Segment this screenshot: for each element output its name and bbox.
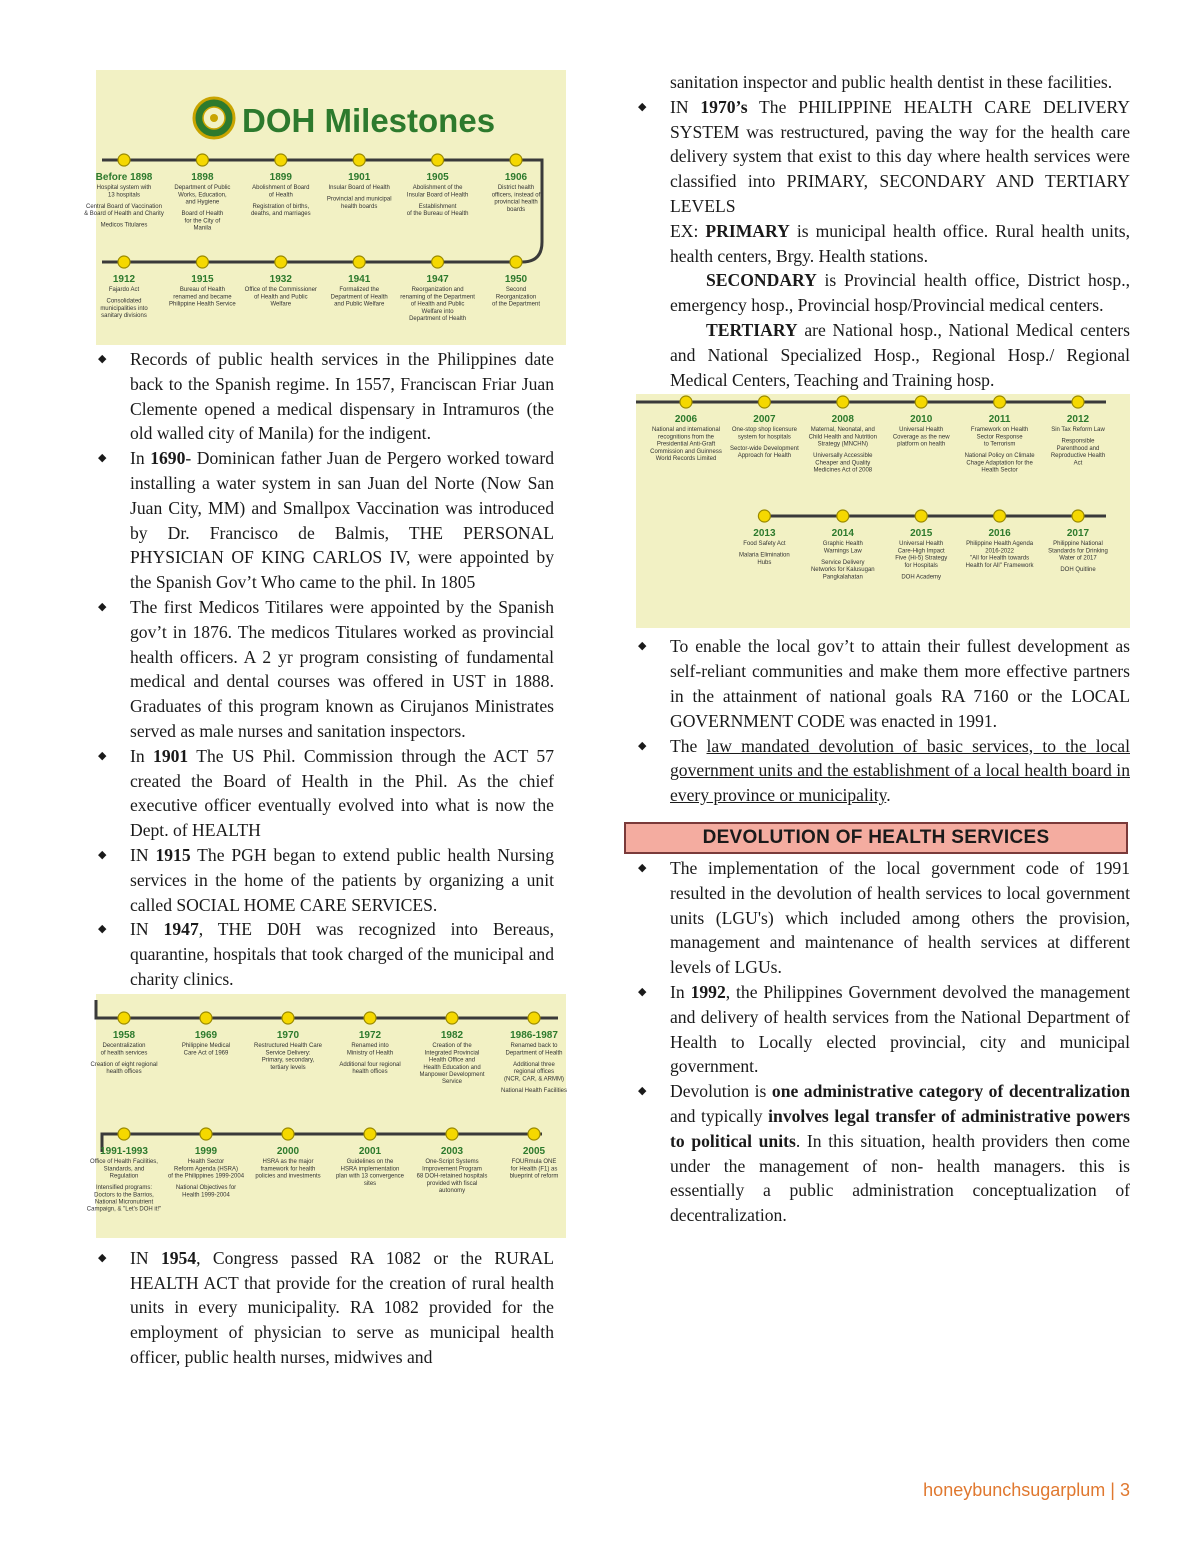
timeline-year: 1950: [504, 274, 528, 285]
timeline-node: [680, 396, 692, 408]
timeline-event-text: Welfare: [270, 301, 292, 308]
timeline-event-text: plan with 13 convergence: [335, 1173, 405, 1180]
timeline-event-text: Care-High Impact: [897, 548, 945, 555]
timeline-event-text: 13 hospitals: [107, 192, 141, 199]
underlined-text: law mandated devolution of basic services, to the local government units and the establishment of a local health board in every province or municipality: [670, 735, 1130, 806]
timeline-year: 1958: [112, 1029, 136, 1041]
timeline-year: 2014: [831, 528, 854, 540]
left-column: [84, 70, 568, 1370]
timeline-event-text: Chage Adaptation for the: [966, 460, 1033, 467]
doh-milestones-timeline-2: [86, 994, 568, 1238]
timeline-event-text: Consolidated: [106, 298, 142, 305]
timeline-year: 2006: [674, 414, 698, 426]
timeline-year: 2010: [910, 414, 933, 426]
bullet-text: and typically: [670, 1105, 769, 1126]
timeline-event-text: Approach for Health: [737, 453, 792, 460]
timeline-year: 1986-1987: [510, 1029, 558, 1041]
timeline-event-text: Health Education and: [423, 1064, 481, 1071]
timeline-year: 2001: [358, 1145, 382, 1157]
timeline-event-text: blueprint of reform: [509, 1173, 559, 1180]
bullet-law-mandated: [636, 734, 1130, 808]
timeline-event-text: Integrated Provincial: [424, 1050, 480, 1057]
timeline-event-text: Board of Health: [181, 211, 224, 218]
paragraph-text: is Provincial health office, District hosp., emergency hosp., Provincial hosp/Provincial medical centers.: [670, 270, 1130, 316]
timeline-year: 2008: [831, 414, 854, 426]
timeline-event-text: Graphic Health: [822, 541, 863, 548]
timeline-event-text: provincial health: [494, 199, 538, 206]
timeline-event-text: Pangkalahatan: [822, 574, 863, 581]
timeline-event-text: Bureau of Health: [179, 287, 225, 294]
timeline-node: [118, 154, 130, 166]
bullet-text: , THE D0H was recognized into Bereaus, quarantine, hospitals that took charged of the municipal and charity clinics.: [130, 919, 555, 989]
timeline-event-text: 68 DOH-retained hospitals: [416, 1173, 488, 1180]
paragraph-text: EX:: [670, 220, 706, 241]
timeline-event-text: of Health and Public: [410, 301, 465, 308]
timeline-event-text: Reform Agenda (HSRA): [173, 1166, 239, 1173]
timeline-event-text: Framework on Health: [970, 427, 1029, 434]
timeline-event-text: autonomy: [438, 1187, 466, 1194]
timeline-event-text: 2016-2022: [985, 548, 1014, 555]
timeline-year: 2016: [988, 528, 1011, 540]
timeline-event-text: framework for health: [260, 1166, 316, 1173]
bullet-year: 1970’s: [700, 96, 748, 117]
timeline-event-text: Reorganization: [495, 294, 537, 301]
timeline-event-text: Care Act of 1969: [183, 1050, 229, 1057]
timeline-event-text: Strategy (MNCHN): [817, 441, 868, 448]
timeline-event-text: District health: [497, 185, 535, 192]
timeline-event-text: Medicines Act of 2008: [813, 467, 873, 474]
timeline-year: 2003: [440, 1145, 464, 1157]
bullet-text: In: [670, 981, 691, 1002]
timeline-event-text: Department of Public: [174, 185, 231, 192]
timeline-node: [282, 1128, 294, 1140]
timeline-year: 2013: [753, 528, 776, 540]
doh-milestones-timeline-1: [84, 70, 566, 345]
timeline-event-text: Universally Accessible: [813, 453, 873, 460]
timeline-event-text: Service: [441, 1078, 463, 1085]
timeline-event-text: to Terrorism: [983, 441, 1016, 448]
timeline-node: [196, 154, 208, 166]
timeline-event-text: DOH Quitline: [1060, 567, 1096, 574]
timeline-node: [1072, 510, 1084, 522]
timeline-event-text: health offices: [352, 1068, 388, 1075]
bullet-text: , Congress passed RA 1082 or the RURAL HEALTH ACT that provide for the creation of rural health units in every municipality. RA 1082 provided for the employment of physician to serve as municipal health officer, public health nurses, midwives and: [130, 1247, 555, 1367]
devolution-bullet-list: [636, 856, 1130, 1228]
left-bullet-list: [96, 347, 554, 992]
timeline-event-text: Water of 2017: [1059, 555, 1097, 562]
bullet-year: 1954: [160, 1247, 197, 1268]
timeline-node: [275, 154, 287, 166]
timeline-event-text: deaths, and marriages: [250, 211, 311, 218]
timeline-event-text: for the City of: [184, 218, 221, 225]
timeline-year: 1947: [426, 274, 449, 285]
timeline-event-text: Hubs: [757, 560, 772, 567]
bullet-year: 1690: [150, 448, 186, 469]
timeline-year: 1905: [426, 172, 449, 183]
right-bullet-list: [636, 95, 1130, 219]
timeline-event-text: Service Delivery:: [265, 1050, 311, 1057]
timeline-event-text: Guidelines on the: [346, 1158, 394, 1165]
timeline-event-text: platform on health: [897, 441, 946, 448]
timeline-year: 1969: [194, 1029, 218, 1041]
timeline-1-graphic: [84, 70, 566, 345]
bullet-text: In: [130, 745, 154, 766]
timeline-event-text: Universal Health: [899, 427, 944, 434]
timeline-node: [364, 1012, 376, 1024]
timeline-event-text: Decentralization: [102, 1042, 146, 1049]
bullet-devolution-definition: [636, 1079, 1130, 1228]
bullet-year: 1915: [155, 844, 191, 865]
timeline-event-text: Welfare into: [421, 308, 454, 315]
timeline-event-text: Provincial and municipal: [326, 196, 392, 203]
primary-example: [636, 219, 1130, 269]
timeline-event-text: FOURmula ONE: [511, 1158, 557, 1165]
bullet-text: The first Medicos Titilares were appointed by the Spanish gov’t in 1876. The medicos Titulares worked as provincial health officers. A 2 yr program consisting of fundamental medical and dental courses was offered in UST in 1888. Graduates of this program known as Cirujanos Ministrates served as male nurses and sanitation inspectors.: [130, 596, 554, 741]
bullet-text: . In this situation, health providers then come under the management of non- health managers. this is essentially a public administration conceptualization of decentralization.: [670, 1130, 1130, 1226]
bullet-text: To enable the local gov’t to attain their fullest development as self-reliant communities and make them more effective partners in the attainment of national goals RA 7160 or the LOCAL GOVERNMENT CODE was enacted in 1991.: [670, 636, 1130, 731]
paragraph-text: are National hosp., National Medical centers and National Specialized Hosp., Regional Hosp./ Regional Medical Centers, Teaching and Training hosp.: [670, 319, 1130, 390]
timeline-event-text: and Hygiene: [185, 199, 220, 206]
timeline-node: [118, 256, 130, 268]
bullet-text: is: [754, 1081, 767, 1102]
timeline-year: 1898: [191, 172, 214, 183]
timeline-event-text: municipalities into: [100, 305, 148, 312]
timeline-event-text: Health Sector: [187, 1158, 225, 1165]
bullet-text: The US Phil. Commission through the ACT 57 created the Board of Health in the Phil. As the chief executive officer eventually evolved into what is now the Dept. of HEALTH: [130, 745, 554, 841]
timeline-event-text: recognitions from the: [657, 434, 715, 441]
timeline-event-text: policies and investments: [255, 1173, 321, 1180]
timeline-year: 1982: [440, 1029, 464, 1041]
timeline-event-text: Presidential Anti-Graft: [656, 441, 716, 448]
timeline-event-text: Reorganization and: [411, 287, 464, 294]
timeline-node: [432, 256, 444, 268]
timeline-node: [353, 256, 365, 268]
timeline-year: 1999: [194, 1145, 218, 1157]
timeline-event-text: Formalized the: [339, 287, 380, 294]
timeline-event-text: Central Board of Vaccination: [86, 203, 162, 210]
timeline-node: [510, 154, 522, 166]
timeline-year: 2000: [276, 1145, 300, 1157]
bullet-text: The PHILIPPINE HEALTH CARE DELIVERY SYSTEM was restructured, paving the way for the health care delivery system that exist to this day where health services were classified into PRIMARY, SECONDARY AND TERTIARY LEVELS: [670, 96, 1130, 216]
timeline-event-text: Standards, and: [103, 1166, 145, 1173]
timeline-event-text: of the Bureau of Health: [406, 211, 469, 218]
timeline-event-text: One-stop shop licensure: [731, 427, 797, 434]
timeline-event-text: Sector Response: [976, 434, 1023, 441]
timeline-event-text: (NCR, CAR, & ARMM): [504, 1076, 564, 1083]
timeline-event-text: World Records Limited: [655, 456, 717, 463]
bullet-text: The PGH began to extend public health Nursing services in the home of the patients by organizing a unit called SOCIAL HOME CARE SERVICES.: [130, 844, 554, 915]
bullet-medicos-titulares: [96, 595, 554, 744]
timeline-event-text: Manila: [193, 225, 212, 232]
bullet-text: .: [886, 785, 891, 806]
timeline-event-text: sanitary divisions: [101, 313, 147, 320]
timeline-event-text: Sin Tax Reform Law: [1051, 427, 1105, 434]
bullet-lgc-1991: [636, 856, 1130, 980]
timeline-event-text: Intensified programs:: [95, 1184, 153, 1191]
bullet-text: Records of public health services in the Philippines date back to the Spanish regime. In 1557, Franciscan Friar Juan Clemente opened a medical dispensary in Intramuros (the old walled city of Manila) for the indigent.: [130, 349, 554, 444]
timeline-event-text: Commission and Guinness: [650, 449, 722, 456]
timeline-event-text: Campaign, & "Let's DOH it!": [86, 1206, 162, 1213]
timeline-track: [102, 160, 542, 262]
page-footer: honeybunchsugarplum | 3: [923, 1480, 1130, 1500]
timeline-year: 1970: [276, 1029, 300, 1041]
timeline-event-text: National Policy on Climate: [964, 453, 1035, 460]
timeline-event-text: Abolishment of the: [412, 185, 463, 192]
timeline-event-text: Parenthood and: [1056, 446, 1100, 453]
timeline-node: [200, 1128, 212, 1140]
timeline-event-text: for Health (F1) as: [510, 1166, 558, 1173]
continued-text: [636, 70, 1130, 95]
timeline-event-text: for Hospitals: [904, 563, 938, 570]
timeline-event-text: Office of Health Facilities,: [90, 1158, 158, 1165]
timeline-node: [446, 1128, 458, 1140]
bullet-text: IN: [130, 919, 164, 940]
timeline-event-text: Health Office and: [428, 1057, 476, 1064]
timeline-event-text: and Public Welfare: [334, 301, 385, 308]
timeline-node: [837, 510, 849, 522]
timeline-event-text: renaming of the Department: [400, 294, 475, 301]
timeline-node: [200, 1012, 212, 1024]
doh-milestones-timeline-3: [636, 394, 1130, 628]
timeline-node: [196, 256, 208, 268]
timeline-event-text: Creation of the: [432, 1042, 472, 1049]
timeline-event-text: HSRA as the major: [262, 1158, 314, 1165]
timeline-year: 1915: [191, 274, 214, 285]
bullet-text: Devolution: [670, 1081, 755, 1102]
level-term: TERTIARY: [706, 319, 798, 340]
timeline-year: 1899: [269, 172, 292, 183]
timeline-event-text: Improvement Program: [422, 1166, 482, 1173]
timeline-2-graphic: [86, 994, 568, 1238]
timeline-event-text: & Board of Health and Charity: [84, 211, 164, 218]
timeline-event-text: Philippine Health Service: [169, 301, 236, 308]
timeline-event-text: Registration of births,: [252, 203, 310, 210]
bullet-text: The implementation of the local government code of 1991 resulted in the devolution of health services to local government units (LGU's) which included among others the provision, management and maintenance of health services at different levels of LGUs.: [670, 857, 1130, 978]
doh-seal-logo: [194, 98, 234, 138]
timeline-node: [364, 1128, 376, 1140]
timeline-3-graphic: [636, 394, 1130, 628]
timeline-event-text: regional offices: [513, 1068, 555, 1075]
timeline-node: [837, 396, 849, 408]
timeline-node: [994, 510, 1006, 522]
timeline-event-text: Philippine Health Agenda: [966, 541, 1034, 548]
timeline-event-text: Fajardo Act: [108, 287, 140, 294]
timeline-event-text: sites: [363, 1180, 377, 1187]
timeline-event-text: Reproductive Health: [1050, 453, 1106, 460]
timeline-event-text: provided with fiscal: [426, 1180, 478, 1187]
level-term: SECONDARY: [706, 270, 817, 291]
timeline-node: [528, 1128, 540, 1140]
timeline-year: 1932: [269, 274, 292, 285]
level-term: PRIMARY: [705, 220, 790, 241]
timeline-year: 2005: [522, 1145, 546, 1157]
timeline-event-text: Networks for Kalusugan: [810, 567, 875, 574]
timeline-event-text: National Objectives for: [175, 1184, 237, 1191]
timeline-event-text: renamed and became: [173, 294, 232, 301]
timeline-event-text: DOH Academy: [901, 574, 942, 581]
secondary-example: [636, 268, 1130, 318]
bold-text: one administrative category of decentralization: [766, 1081, 1130, 1102]
bullet-text: IN: [670, 96, 701, 117]
timeline-event-text: system for hospitals: [737, 434, 791, 441]
timeline-event-text: National Micronutrient: [94, 1199, 154, 1206]
bullet-1947: [96, 917, 554, 991]
timeline-node: [118, 1128, 130, 1140]
timeline-event-text: Department of Health: [409, 316, 467, 322]
timeline-node: [1072, 396, 1084, 408]
timeline-node: [915, 396, 927, 408]
timeline-event-text: Creation of eight regional: [90, 1061, 158, 1068]
timeline-event-text: of Health and Public: [253, 294, 308, 301]
timeline-event-text: Philippine Medical: [181, 1042, 231, 1049]
timeline-event-text: Health 1999-2004: [182, 1192, 230, 1199]
timeline-event-text: Second: [505, 287, 527, 294]
timeline-event-text: of Health: [268, 192, 293, 199]
timeline-event-text: health boards: [341, 203, 378, 210]
bullet-1954: [96, 1246, 554, 1370]
bullet-text: , the Philippines Government devolved the management and delivery of health services from the National Department of Health to Locally elected provincial, city and municipal government.: [670, 981, 1130, 1077]
timeline-year: 2012: [1066, 414, 1090, 426]
timeline-event-text: Renamed into: [351, 1042, 389, 1049]
timeline-node: [915, 510, 927, 522]
bullet-text: - Dominican father Juan de Pergero worked toward installing a water system in san Juan del Norte (Now San Juan City, MM) and Smallpox Vaccination was introduced by Dr. Francisco de Balmis, THE PERSONAL PHYSICIAN OF KING CARLOS IV, were appointed by the Spanish Gov’t Who came to the phil. In 1805: [130, 448, 554, 593]
timeline-node: [282, 1012, 294, 1024]
right-column: [636, 70, 1130, 1228]
timeline-event-text: HSRA implementation: [340, 1166, 400, 1173]
timeline-year: 1906: [504, 172, 528, 183]
timeline-event-text: officers, instead of: [491, 192, 541, 199]
timeline-year: 1991-1993: [100, 1145, 148, 1157]
timeline-node: [510, 256, 522, 268]
timeline-event-text: One-Script Systems: [425, 1158, 479, 1165]
timeline-event-text: Establishment: [418, 203, 457, 210]
timeline-event-text: of the Department: [491, 301, 541, 308]
timeline-event-text: Responsible: [1061, 439, 1095, 446]
bullet-text: In: [130, 448, 151, 469]
timeline-event-text: Manpower Development: [419, 1071, 485, 1078]
timeline-event-text: Five (Hi-5) Strategy: [895, 555, 948, 562]
timeline-event-text: Child Health and Nutrition: [808, 434, 877, 441]
timeline-year: 1901: [348, 172, 371, 183]
timeline-event-text: Restructured Health Care: [253, 1042, 323, 1049]
paragraph-text: sanitation inspector and public health dentist in these facilities.: [670, 72, 1113, 92]
timeline-year: 2011: [988, 414, 1011, 426]
timeline-event-text: Standards for Drinking: [1048, 548, 1108, 555]
timeline-node: [446, 1012, 458, 1024]
timeline-track: [96, 1000, 558, 1152]
timeline-year: 2007: [753, 414, 776, 426]
timeline-node: [353, 154, 365, 166]
timeline-event-text: Cheaper and Quality: [815, 460, 871, 467]
timeline-event-text: Ministry of Health: [346, 1050, 394, 1057]
timeline-event-text: Service Delivery: [821, 560, 865, 567]
bullet-year: 1947: [163, 919, 199, 940]
timeline-event-text: Food Safety Act: [743, 541, 786, 548]
bullet-1690: [96, 446, 554, 595]
bullet-ra-7160: [636, 634, 1130, 733]
timeline-event-text: Additional three: [513, 1061, 555, 1068]
tertiary-example: [636, 318, 1130, 392]
timeline-event-text: Primary, secondary,: [261, 1057, 315, 1064]
timeline-event-text: Works, Education,: [178, 192, 227, 199]
timeline-event-text: Abolishment of Board: [252, 185, 310, 192]
timeline-event-text: Philippine National: [1053, 541, 1103, 548]
timeline-year: Before 1898: [95, 172, 153, 183]
timeline-year: 2015: [910, 528, 933, 540]
timeline-event-text: Insular Board of Health: [328, 185, 390, 192]
timeline-event-text: Health Sector: [981, 467, 1018, 474]
timeline-event-text: Department of Health: [330, 294, 388, 301]
timeline-event-text: Regulation: [109, 1173, 139, 1180]
timeline-node: [528, 1012, 540, 1024]
bullet-1915: [96, 843, 554, 917]
timeline-node: [758, 510, 770, 522]
bullet-1992: [636, 980, 1130, 1079]
timeline-year: 1912: [112, 274, 136, 285]
bullet-year: 1901: [153, 745, 189, 766]
timeline-event-text: health offices: [106, 1068, 142, 1075]
timeline-event-text: Universal Health: [899, 541, 944, 548]
timeline-node: [994, 396, 1006, 408]
timeline-year: 1972: [358, 1029, 382, 1041]
timeline-event-text: Health for All" Framework: [965, 563, 1034, 570]
bullet-1557: [96, 347, 554, 446]
timeline-title: DOH Milestones: [242, 102, 496, 139]
timeline-event-text: Additional four regional: [339, 1061, 401, 1068]
paragraph-text: is municipal health office. Rural health units, health centers, Brgy. Health stations.: [670, 220, 1130, 266]
timeline-event-text: Insular Board of Health: [406, 192, 469, 199]
timeline-event-text: Act: [1073, 460, 1083, 467]
left-bullet-list-2: [96, 1246, 554, 1370]
timeline-event-text: Maternal, Neonatal, and: [810, 427, 875, 434]
bullet-text: The: [670, 735, 707, 756]
timeline-year: 1941: [348, 274, 371, 285]
timeline-event-text: Sector-wide Development: [730, 446, 799, 453]
timeline-event-text: National Health Facilities: [500, 1087, 568, 1094]
bold-text: involves legal transfer of administrative powers to political units: [670, 1105, 1130, 1151]
timeline-event-text: of the Philippines 1999-2004: [167, 1173, 245, 1180]
timeline-event-text: "All for Health towards: [970, 555, 1030, 562]
timeline-event-text: Malaria Elimination: [739, 553, 790, 560]
timeline-event-text: of health services: [100, 1050, 148, 1057]
timeline-event-text: tertiary levels: [270, 1064, 306, 1071]
timeline-event-text: Hospital system with: [96, 185, 152, 192]
timeline-node: [275, 256, 287, 268]
section-header: DEVOLUTION OF HEALTH SERVICES: [624, 822, 1128, 854]
timeline-event-text: Warnings Law: [823, 548, 862, 555]
timeline-event-text: Department of Health: [505, 1050, 563, 1057]
timeline-node: [118, 1012, 130, 1024]
timeline-event-text: Medicos Titulares: [100, 222, 148, 229]
bullet-text: IN: [130, 1247, 161, 1268]
bullet-1901: [96, 744, 554, 843]
bullet-1970s: [636, 95, 1130, 219]
timeline-event-text: National and international: [651, 427, 721, 434]
timeline-node: [758, 396, 770, 408]
timeline-event-text: Renamed back to: [510, 1042, 558, 1049]
bullet-text: IN: [130, 844, 156, 865]
timeline-event-text: Coverage as the new: [892, 434, 950, 441]
timeline-year: 2017: [1066, 528, 1090, 540]
right-bullet-list-2: [636, 634, 1130, 808]
bullet-year: 1992: [690, 981, 726, 1002]
timeline-node: [432, 154, 444, 166]
timeline-event-text: Office of the Commissioner: [244, 287, 317, 294]
timeline-event-text: boards: [506, 206, 526, 213]
timeline-event-text: Doctors to the Barrios,: [94, 1192, 154, 1199]
